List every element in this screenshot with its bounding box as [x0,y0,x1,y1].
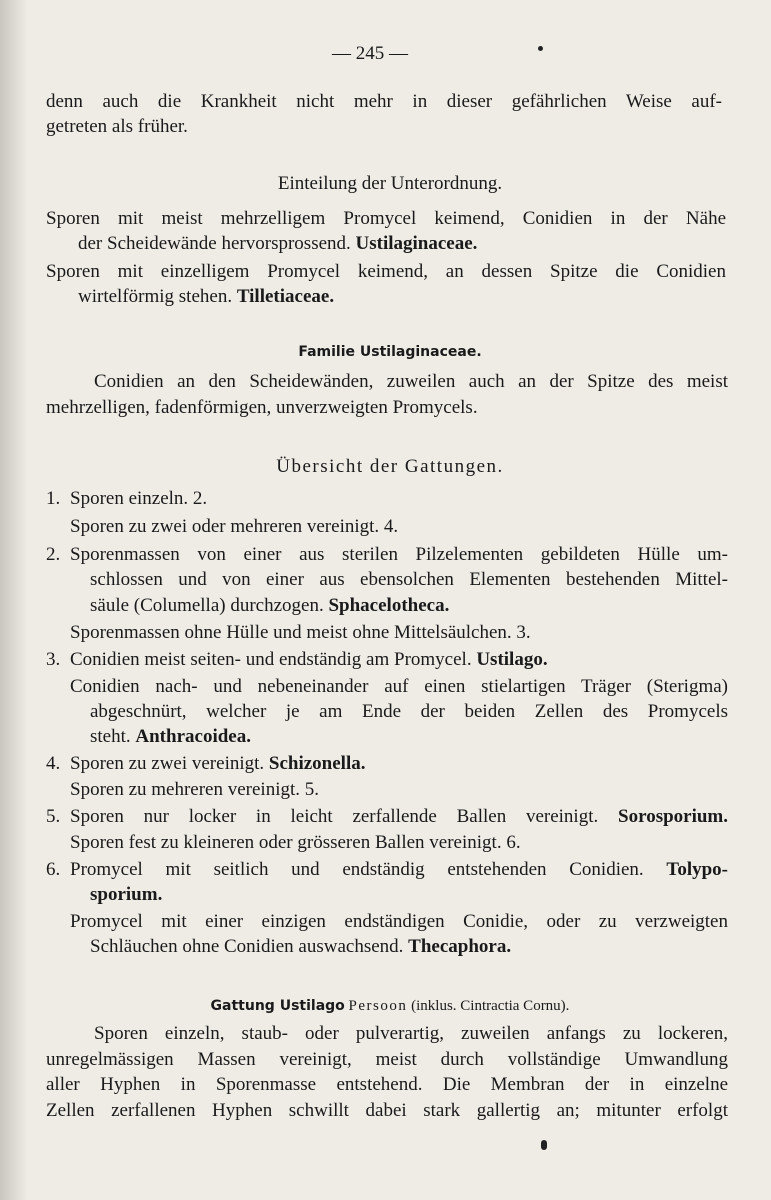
page-edge-shadow [0,0,28,1200]
intro-line-2: getreten als früher. [46,116,188,137]
key-5b: Sporen fest zu kleineren oder grösseren Ballen vereinigt. 6. [70,832,521,853]
key-3a: Conidien meist seiten- und endständig am Promycel. Ustilago. [70,649,548,670]
genus-desc-line-4: Zellen zerfallenen Hyphen schwillt dabei stark gallertig an; mitunter erfolgt [46,1100,728,1121]
key-2a-line-3: säule (Columella) durchzogen. Sphacelotheca. [90,595,450,616]
key-2a-line-2: schlossen und von einer aus ebensolchen Elementen bestehenden Mittel- [90,569,728,590]
genus-title-rest: (inklus. Cintractia Cornu). [411,998,570,1014]
genus-desc-line-2: unregelmässigen Massen vereinigt, meist durch vollständige Umwandlung [46,1049,728,1070]
division-a-line-1: Sporen mit meist mehrzelligem Promycel keimend, Conidien in der Nähe [46,208,726,229]
key-6b-line-2: Schläuchen ohne Conidien auswachsend. Thecaphora. [90,936,512,957]
division-b-line-2: wirtelförmig stehen. Tilletiaceae. [78,286,335,307]
key-2b: Sporenmassen ohne Hülle und meist ohne Mittelsäulchen. 3. [70,622,531,643]
taxon-ustilaginaceae: Ustilaginaceae. [355,233,478,254]
key-number-4: 4. [46,753,61,774]
genus-desc-line-1: Sporen einzeln, staub- oder pulverartig, zuweilen anfangs zu lockeren, [94,1023,728,1044]
key-number-2: 2. [46,544,61,565]
taxon-sphacelotheca: Sphacelotheca. [328,595,450,616]
key-number-3: 3. [46,649,61,670]
key-3b-line-3: steht. Anthracoidea. [90,726,251,747]
page-number: — 245 — [332,43,408,64]
genus-title-name: Gattung Ustilago [210,998,345,1014]
taxon-thecaphora: Thecaphora. [408,936,512,957]
family-title: Familie Ustilaginaceae. [298,344,482,360]
key-6a-line-1: Promycel mit seitlich und endständig entstehenden Conidien. Tolypo- [70,859,729,880]
key-4a: Sporen zu zwei vereinigt. Schizonella. [70,753,366,774]
taxon-tolyposporium-part-1: Tolypo- [666,859,729,880]
family-desc-line-2: mehrzelligen, fadenförmigen, unverzweigten Promycels. [46,397,478,418]
taxon-anthracoidea: Anthracoidea. [135,726,251,747]
key-1a: Sporen einzeln. 2. [70,488,208,509]
key-number-6: 6. [46,859,61,880]
key-2a-line-1: Sporenmassen von einer aus sterilen Pilzelementen gebildeten Hülle um- [70,544,728,565]
key-5a: Sporen nur locker in leicht zerfallende Ballen vereinigt. Sorosporium. [70,806,729,827]
taxon-sorosporium: Sorosporium. [618,806,729,827]
taxon-schizonella: Schizonella. [268,753,366,774]
ink-speck [538,46,543,51]
key-number-5: 5. [46,806,61,827]
genus-desc-line-3: aller Hyphen in Sporenmasse entstehend. Die Membran der in einzelne [46,1074,728,1095]
intro-line-1: denn auch die Krankheit nicht mehr in dieser gefährlichen Weise auf- [46,91,722,112]
section-title: Einteilung der Unterordnung. [277,173,503,194]
key-3b-line-1: Conidien nach- und nebeneinander auf einen stielartigen Träger (Sterigma) [70,676,728,697]
taxon-tilletiaceae: Tilletiaceae. [236,286,335,307]
ink-speck [541,1140,547,1150]
key-4b: Sporen zu mehreren vereinigt. 5. [70,779,320,800]
key-3b-line-2: abgeschnürt, welcher je am Ende der beiden Zellen des Promycels [90,701,728,722]
division-b-line-1: Sporen mit einzelligem Promycel keimend, an dessen Spitze die Conidien [46,261,726,282]
key-number-1: 1. [46,488,61,509]
key-6b-line-1: Promycel mit einer einzigen endständigen Conidie, oder zu verzweigten [70,911,728,932]
key-1b: Sporen zu zwei oder mehreren vereinigt. 4. [70,516,399,537]
key-6a-line-2 [90,883,162,907]
genus-title-author: Persoon [348,998,408,1014]
division-a-line-2: der Scheidewände hervorsprossend. Ustilaginaceae. [78,233,478,254]
overview-title: Übersicht der Gattungen. [276,456,504,477]
taxon-tolyposporium-part-2: sporium. [90,884,163,905]
genus-title [120,994,660,1018]
taxon-ustilago: Ustilago. [476,649,548,670]
family-desc-line-1: Conidien an den Scheidewänden, zuweilen auch an der Spitze des meist [94,371,728,392]
